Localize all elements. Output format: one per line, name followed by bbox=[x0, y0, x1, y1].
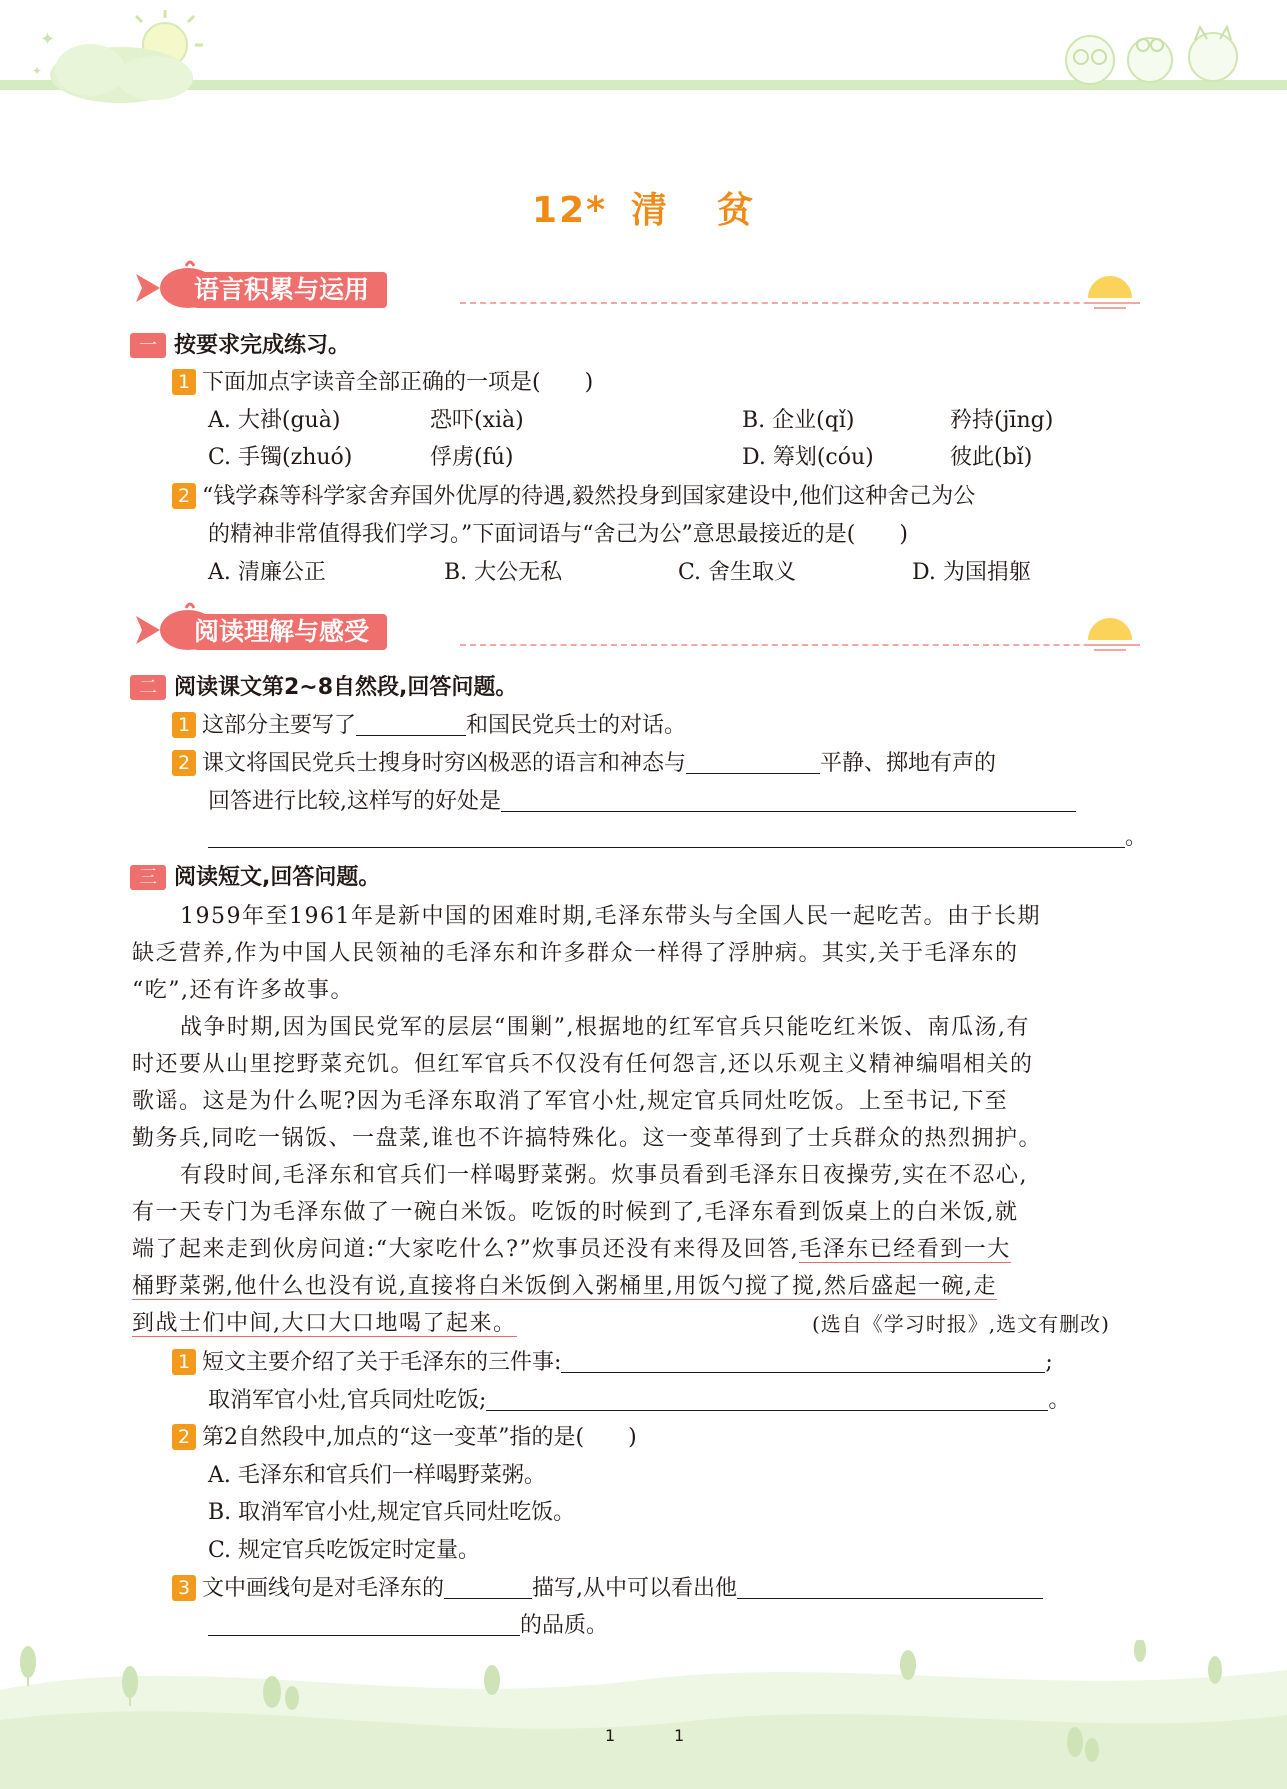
option-b: B. 取消军官小灶,规定官兵同灶吃饭。 bbox=[208, 1500, 576, 1525]
option-d-word1: D. 筹划(cóu) bbox=[742, 445, 874, 470]
question-text: “钱学森等科学家舍弃国外优厚的待遇,毅然投身到国家建设中,他们这种舍己为公 bbox=[202, 484, 976, 509]
passage-line: “吃”,还有许多故事。 bbox=[132, 978, 354, 1003]
q3-1-line2 bbox=[208, 1385, 1070, 1417]
question-text-tail: 的品质。 bbox=[520, 1613, 609, 1638]
part3-heading bbox=[130, 862, 380, 894]
part-title: 按要求完成练习。 bbox=[174, 333, 351, 358]
part-number-badge: 三 bbox=[130, 865, 166, 890]
question-text: 回答进行比较,这样写的好处是 bbox=[208, 789, 501, 814]
option-a: A. 毛泽东和官兵们一样喝野菜粥。 bbox=[208, 1463, 546, 1488]
passage-line: 歌谣。这是为什么呢?因为毛泽东取消了军官小灶,规定官兵同灶吃饭。上至书记,下至 bbox=[132, 1089, 1009, 1114]
q1-1-stem bbox=[172, 367, 593, 399]
passage-text: 端了起来走到伙房问道:“大家吃什么?”炊事员还没有来得及回答, bbox=[132, 1237, 800, 1262]
q1-2-line2: 的精神非常值得我们学习。”下面词语与“舍己为公”意思最接近的是( ) bbox=[208, 522, 908, 547]
page-number-right: 1 bbox=[674, 1726, 685, 1745]
passage-line: 战争时期,因为国民党军的层层“围剿”,根据地的红军官兵只能吃红米饭、南瓜汤,有 bbox=[180, 1015, 1030, 1040]
option-c-word2: 俘虏(fú) bbox=[430, 445, 514, 470]
answer-blank[interactable] bbox=[686, 749, 820, 774]
svg-text:✦: ✦ bbox=[40, 29, 56, 50]
svg-text:✦: ✦ bbox=[32, 64, 43, 78]
title-char-1: 清 bbox=[630, 190, 669, 231]
part-number-badge: 二 bbox=[130, 675, 166, 700]
answer-blank[interactable] bbox=[208, 823, 1125, 848]
answer-blank[interactable] bbox=[737, 1574, 1043, 1599]
question-text-mid: 描写,从中可以看出他 bbox=[532, 1576, 738, 1601]
question-number-badge: 1 bbox=[172, 369, 196, 395]
section-divider bbox=[460, 644, 1140, 646]
passage-line bbox=[132, 1268, 1142, 1305]
q2-2-line3 bbox=[208, 822, 1147, 854]
passage-line: 时还要从山里挖野菜充饥。但红军官兵不仅没有任何怨言,还以乐观主义精神编唱相关的 bbox=[132, 1052, 1034, 1077]
q1-2-line1 bbox=[172, 481, 975, 513]
section-divider bbox=[460, 302, 1140, 304]
q3-3-line1 bbox=[172, 1573, 1043, 1605]
lesson-number: 12* bbox=[532, 190, 607, 231]
underlined-sentence: 毛泽东已经看到一大 bbox=[799, 1237, 1011, 1262]
animals-decoration bbox=[1055, 15, 1255, 85]
option-d: D. 为国捐躯 bbox=[912, 560, 1031, 585]
option-c-word1: C. 手镯(zhuó) bbox=[208, 445, 353, 470]
option-b: B. 大公无私 bbox=[444, 560, 563, 585]
question-text: 这部分主要写了 bbox=[202, 713, 357, 738]
passage-line bbox=[132, 1231, 1142, 1268]
q2-2-line2 bbox=[208, 786, 1076, 818]
q3-1-line1 bbox=[172, 1347, 1053, 1379]
q2-2-line1 bbox=[172, 748, 996, 780]
hills-decoration bbox=[0, 1640, 1287, 1789]
option-a: A. 清廉公正 bbox=[208, 560, 326, 585]
passage bbox=[132, 898, 1142, 1342]
section-label: 阅读理解与感受 bbox=[180, 614, 387, 650]
question-number-badge: 2 bbox=[172, 750, 196, 776]
question-text: 第2自然段中,加点的“这一变革”指的是( ) bbox=[202, 1425, 637, 1450]
question-text: 下面加点字读音全部正确的一项是( ) bbox=[202, 370, 594, 395]
question-number-badge: 2 bbox=[172, 1424, 196, 1450]
option-d-word2: 彼此(bǐ) bbox=[950, 445, 1033, 470]
part-title: 阅读短文,回答问题。 bbox=[174, 865, 381, 890]
option-b-word2: 矜持(jīng) bbox=[950, 408, 1054, 433]
part1-heading bbox=[130, 330, 350, 362]
question-text-tail: 平静、掷地有声的 bbox=[820, 751, 997, 776]
section-banner-reading bbox=[120, 612, 1150, 652]
option-c: C. 规定官兵吃饭定时定量。 bbox=[208, 1538, 481, 1563]
lesson-title bbox=[0, 182, 1287, 233]
sun-cloud-decoration bbox=[10, 0, 230, 110]
section-label: 语言积累与运用 bbox=[180, 272, 387, 308]
part2-heading bbox=[130, 672, 517, 704]
answer-blank[interactable] bbox=[561, 1348, 1045, 1373]
answer-blank[interactable] bbox=[208, 1611, 520, 1636]
q3-3-line2 bbox=[208, 1610, 608, 1642]
question-number-badge: 1 bbox=[172, 1349, 196, 1375]
q3-2-stem bbox=[172, 1422, 637, 1454]
question-text: 取消军官小灶,官兵同灶吃饭; bbox=[208, 1388, 487, 1413]
sunset-icon bbox=[1080, 270, 1140, 310]
question-number-badge: 1 bbox=[172, 712, 196, 738]
q2-1 bbox=[172, 710, 686, 742]
passage-line: 1959年至1961年是新中国的困难时期,毛泽东带头与全国人民一起吃苦。由于长期 bbox=[180, 904, 1041, 929]
section-banner-language bbox=[120, 270, 1150, 310]
sunset-icon bbox=[1080, 612, 1140, 652]
answer-blank[interactable] bbox=[486, 1386, 1048, 1411]
question-text: 课文将国民党兵士搜身时穷凶极恶的语言和神态与 bbox=[202, 751, 687, 776]
title-char-2: 贫 bbox=[716, 190, 755, 231]
option-b-word1: B. 企业(qǐ) bbox=[742, 408, 855, 433]
question-number-badge: 3 bbox=[172, 1575, 196, 1601]
underlined-sentence: 到战士们中间,大口大口地喝了起来。 bbox=[132, 1311, 517, 1336]
part-number-badge: 一 bbox=[130, 333, 166, 358]
passage-line: 有一天专门为毛泽东做了一碗白米饭。吃饭的时候到了,毛泽东看到饭桌上的白米饭,就 bbox=[132, 1200, 1019, 1225]
underlined-sentence: 桶野菜粥,他什么也没有说,直接将白米饭倒入粥桶里,用饭勺搅了搅,然后盛起一碗,走 bbox=[132, 1274, 997, 1299]
option-c: C. 舍生取义 bbox=[678, 560, 797, 585]
period: 。 bbox=[1048, 1388, 1071, 1413]
answer-blank[interactable] bbox=[444, 1574, 532, 1599]
passage-line: 勤务兵,同吃一锅饭、一盘菜,谁也不许搞特殊化。这一变革得到了士兵群众的热烈拥护。 bbox=[132, 1126, 1042, 1151]
answer-blank[interactable] bbox=[501, 787, 1076, 812]
part-title: 阅读课文第2~8自然段,回答问题。 bbox=[174, 675, 518, 700]
option-a-word1: A. 大褂(guà) bbox=[208, 408, 341, 433]
question-text: 短文主要介绍了关于毛泽东的三件事: bbox=[202, 1350, 562, 1375]
passage-line: 有段时间,毛泽东和官兵们一样喝野菜粥。炊事员看到毛泽东日夜操劳,实在不忍心, bbox=[180, 1163, 1028, 1188]
answer-blank[interactable] bbox=[356, 711, 466, 736]
question-number-badge: 2 bbox=[172, 483, 196, 509]
question-text-tail: 和国民党兵士的对话。 bbox=[466, 713, 687, 738]
passage-source: (选自《学习时报》,选文有删改) bbox=[812, 1312, 1110, 1336]
option-a-word2: 恐吓(xià) bbox=[430, 408, 524, 433]
semicolon: ; bbox=[1045, 1350, 1053, 1375]
page-number-left: 1 bbox=[605, 1726, 616, 1745]
question-text: 文中画线句是对毛泽东的 bbox=[202, 1576, 445, 1601]
passage-line: 缺乏营养,作为中国人民领袖的毛泽东和许多群众一样得了浮肿病。其实,关于毛泽东的 bbox=[132, 941, 1019, 966]
period: 。 bbox=[1125, 825, 1148, 850]
